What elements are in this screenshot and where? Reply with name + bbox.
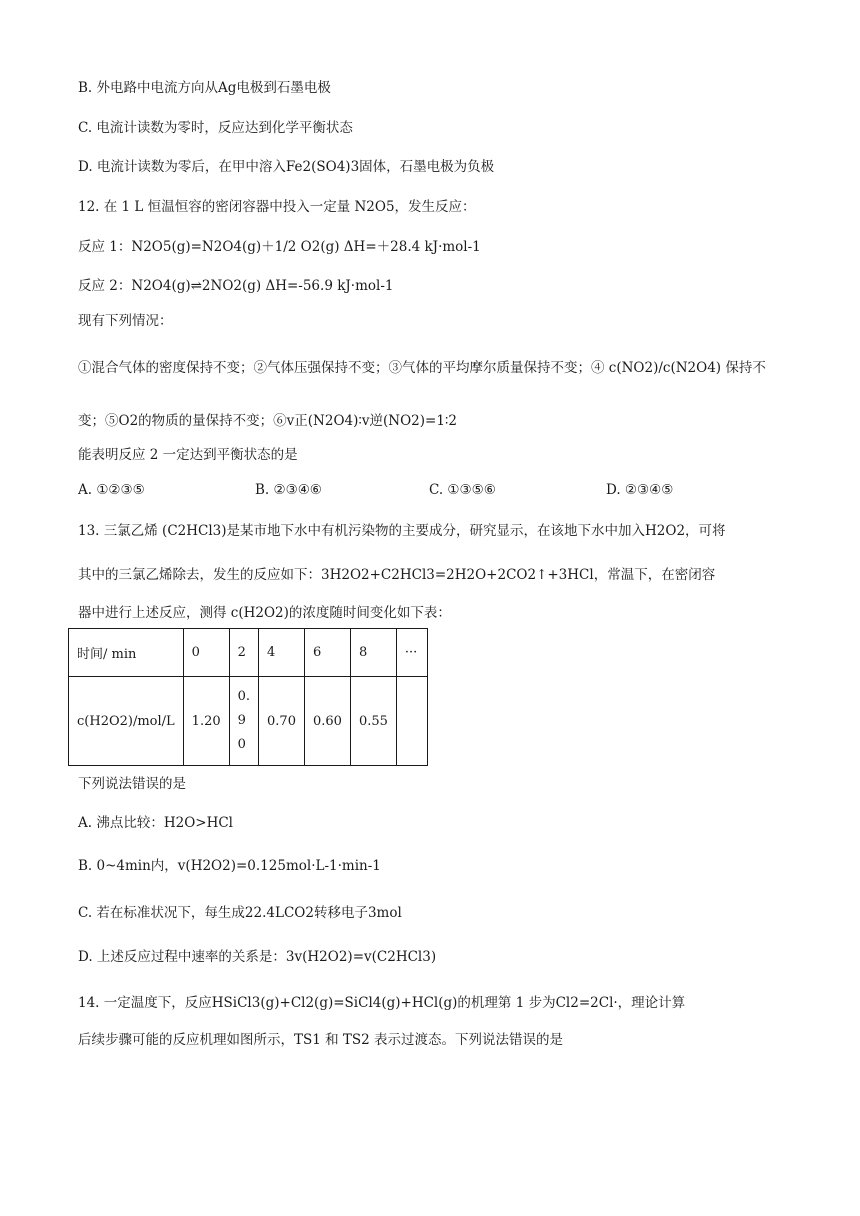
q12-cases-intro: 现有下列情况： — [78, 313, 173, 329]
q12-question: 能表明反应 2 一定达到平衡状态的是 — [78, 447, 298, 463]
table-cell: 0.55 — [350, 677, 396, 766]
q11-option-b: B. 外电路中电流方向从Ag电极到石墨电极 — [78, 80, 331, 96]
q13-option-d: D. 上述反应过程中速率的关系是：3v(H2O2)=v(C2HCl3) — [78, 949, 437, 965]
table-cell: 1.20 — [183, 677, 229, 766]
q13-stem-line-1: 13. 三氯乙烯 (C2HCl3)是某市地下水中有机污染物的主要成分，研究显示，在该地下水中加入H2O2，可将 — [78, 523, 726, 539]
q12-option-a: A. ①②③⑤ — [78, 482, 145, 498]
table-cell: 0.60 — [304, 677, 350, 766]
q14-stem-line-2: 后续步骤可能的反应机理如图所示，TS1 和 TS2 表示过渡态。下列说法错误的是 — [78, 1032, 564, 1048]
q14-stem-line-1: 14. 一定温度下，反应HSiCl3(g)+Cl2(g)=SiCl4(g)+HCl(g)的机理第 1 步为Cl2=2Cl·，理论计算 — [78, 995, 686, 1011]
table-cell: ··· — [396, 629, 427, 677]
q12-option-d: D. ②③④⑤ — [606, 482, 674, 498]
q13-stem-line-3: 器中进行上述反应，测得 c(H2O2)的浓度随时间变化如下表： — [78, 605, 451, 621]
q12-cases-line-2: 变；⑤O2的物质的量保持不变；⑥v正(N2O4)∶v逆(NO2)=1∶2 — [78, 413, 458, 429]
concentration-table — [68, 628, 428, 766]
table-cell: 时间/ min — [69, 629, 184, 677]
table-cell: 6 — [304, 629, 350, 677]
table-row-label: c(H2O2)/mol/L — [69, 677, 184, 766]
q13-option-b: B. 0~4min内，v(H2O2)=0.125mol·L-1·min-1 — [78, 858, 381, 874]
table-row — [69, 677, 428, 766]
table-cell: 0.70 — [259, 677, 305, 766]
table-cell: 2 — [229, 629, 258, 677]
q12-reaction-1: 反应 1：N2O5(g)=N2O4(g)＋1/2 O2(g) ΔH=＋28.4 kJ·mol-1 — [78, 239, 481, 255]
table-cell: 0.90 — [229, 677, 258, 766]
q12-option-c: C. ①③⑤⑥ — [429, 482, 496, 498]
q13-option-a: A. 沸点比较：H2O>HCl — [78, 815, 233, 831]
table-cell: 8 — [350, 629, 396, 677]
q12-cases-line-1: ①混合气体的密度保持不变；②气体压强保持不变；③气体的平均摩尔质量保持不变；④ c(NO2)/c(N2O4) 保持不 — [78, 360, 766, 376]
q13-stem-line-2: 其中的三氯乙烯除去，发生的反应如下：3H2O2+C2HCl3=2H2O+2CO2↑+3HCl，常温下，在密闭容 — [78, 567, 716, 583]
q13-option-c: C. 若在标准状况下，每生成22.4LCO2转移电子3mol — [78, 905, 402, 921]
table-header-row — [69, 629, 428, 677]
q11-option-d: D. 电流计读数为零后，在甲中溶入Fe2(SO4)3固体，石墨电极为负极 — [78, 159, 495, 175]
q13-question: 下列说法错误的是 — [78, 776, 186, 792]
q12-reaction-2: 反应 2：N2O4(g)⇌2NO2(g) ΔH=-56.9 kJ·mol-1 — [78, 278, 394, 294]
q12-stem: 12. 在 1 L 恒温恒容的密闭容器中投入一定量 N2O5，发生反应： — [78, 199, 476, 215]
q12-option-b: B. ②③④⑥ — [255, 482, 322, 498]
table-cell — [396, 677, 427, 766]
q11-option-c: C. 电流计读数为零时，反应达到化学平衡状态 — [78, 120, 353, 136]
table-cell: 4 — [259, 629, 305, 677]
table-cell: 0 — [183, 629, 229, 677]
